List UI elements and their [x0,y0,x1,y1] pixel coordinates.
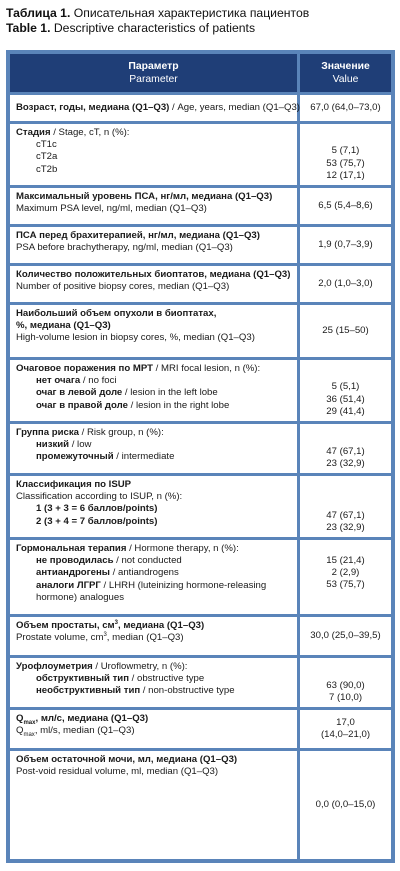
param-cell [10,360,297,421]
hormonal-item-label-ru: аналоги ЛГРГ [36,579,101,591]
isup-label-ru: Классификация по ISUP [16,479,132,490]
header-value [300,54,391,92]
header-value-ru: Значение [321,61,370,72]
table-row-psa-before [10,227,391,263]
mri-item-label-en: / lesion in the left lobe [122,387,218,399]
tumor-volume-label-ru: %, медиана (Q1–Q3) [16,320,111,332]
mri-item-label-ru: очаг в левой доле [36,387,123,399]
psa-before-label-en: PSA before brachytherapy, ng/ml, median (Q1–Q3) [16,242,233,254]
uroflow-item-label-en: / non-obstructive type [140,685,235,697]
hormonal-item-label-en: / antiandrogens [110,567,179,579]
tumor-volume-label-en: High-volume lesion in biopsy cores, %, median (Q1–Q3) [16,332,255,344]
psa-before-label-ru: ПСА перед брахитерапией, нг/мл, медиана (Q1–Q3) [16,230,260,241]
hormonal-item-label-ru: антиандрогены [36,567,110,579]
qmax-q: Q [16,713,24,724]
mri-item-value: 36 (51,4) [326,393,365,405]
caption-en [6,21,396,36]
mri-label-en: / MRI focal lesion, n (%): [153,363,261,374]
characteristics-table [6,50,395,863]
uroflow-item-label-ru: необструктивный тип [36,685,141,697]
qmax-sub: max [23,719,36,726]
table-row-age [10,95,391,121]
age-label-en: / Age, years, median (Q1–Q3) [169,101,300,113]
param-cell [10,658,297,707]
value-cell [300,227,391,263]
stage-item-value: 53 (75,7) [326,157,365,169]
param-cell [10,124,297,185]
value-cell [300,617,391,655]
risk-item-label-ru: низкий [36,439,70,451]
residual-label-en: Post-void residual volume, ml, median (Q1–Q3) [16,766,219,778]
risk-item-value: 47 (67,1) [326,445,365,457]
mri-item-label-en: / lesion in the right lobe [127,399,230,411]
prostate-label-en: , median (Q1–Q3) [106,632,184,644]
mri-item-value: 29 (41,4) [326,405,365,417]
mri-item-label-ru: нет очага [36,375,81,387]
table-row-qmax [10,710,391,748]
value-cell [300,424,391,473]
age-value: 67,0 (64,0–73,0) [310,101,381,113]
stage-label-en: / Stage, cT, n (%): [50,127,130,138]
risk-item-label-en: / intermediate [113,451,175,463]
mri-item-label-ru: очаг в правой доле [36,399,128,411]
table-header-row [10,54,391,92]
param-cell [10,617,297,655]
hormonal-item-label-en: / not conducted [113,555,182,567]
max-psa-label-en: Maximum PSA level, ng/ml, median (Q1–Q3) [16,203,207,215]
residual-value: 0,0 (0,0–15,0) [315,798,376,810]
param-cell [10,188,297,224]
prostate-label-ru: Объем простаты, см [16,620,115,631]
qmax-label-ru: , мл/с, медиана (Q1–Q3) [35,713,149,724]
param-cell [10,751,297,859]
table-row-positive-biopsies [10,266,391,302]
table-row-max-psa [10,188,391,224]
hormonal-item-label-en: hormone) analogues [36,591,125,603]
age-label-ru: Возраст, годы, медиана (Q1–Q3) [16,101,170,113]
risk-item-label-ru: промежуточный [36,451,114,463]
biopsies-label-ru: Количество положительных биоптатов, медиана (Q1–Q3) [16,269,291,280]
uroflow-label-ru: Урофлоуметрия [16,661,93,672]
value-cell [300,751,391,859]
stage-item-label: cT1c [36,139,57,151]
hormonal-label-en: / Hormone therapy, n (%): [126,543,239,554]
isup-item-label: 1 (3 + 3 = 6 баллов/points) [36,503,158,515]
isup-item-label: 2 (3 + 4 = 7 баллов/points) [36,515,158,527]
value-cell [300,540,391,614]
biopsies-value: 2,0 (1,0–3,0) [318,277,373,289]
caption-ru-text: Описательная характеристика пациентов [70,6,310,20]
biopsies-label-en: Number of positive biopsy cores, median (Q1–Q3) [16,281,230,293]
value-cell [300,658,391,707]
residual-label-ru: Объем остаточной мочи, мл, медиана (Q1–Q3) [16,754,238,765]
param-cell [10,266,297,302]
table-row-hormonal [10,540,391,614]
header-parameter [10,54,297,92]
stage-item-value: 12 (17,1) [326,169,365,181]
mri-item-value: 5 (5,1) [331,381,360,393]
caption-ru-label: Таблица 1. [6,6,71,20]
hormonal-item-value: 2 (2,9) [331,567,360,579]
stage-label-ru: Стадия [16,127,51,138]
table-row-tumor-volume [10,305,391,357]
table-row-uroflow [10,658,391,707]
qmax-value-range: (14,0–21,0) [320,729,371,740]
risk-label-ru: Группа риска [16,427,79,438]
prostate-value: 30,0 (25,0–39,5) [310,629,381,641]
table-caption [0,0,400,36]
caption-ru [6,6,396,21]
prostate-label-ru: , медиана (Q1–Q3) [117,620,205,631]
table-row-isup [10,476,391,537]
value-cell [300,124,391,185]
param-cell [10,710,297,748]
value-cell [300,710,391,748]
prostate-label-ru-sup: 3 [114,619,118,626]
param-cell [10,305,297,357]
param-cell [10,540,297,614]
param-cell [10,476,297,537]
param-cell [10,424,297,473]
isup-item-value: 23 (32,9) [326,521,365,533]
risk-label-en: / Risk group, n (%): [78,427,164,438]
header-value-en: Value [332,74,359,85]
qmax-value: 17,0 [336,716,355,728]
qmax-sub: max [23,732,35,739]
caption-en-label: Table 1. [6,21,51,35]
header-parameter-en: Parameter [129,74,178,85]
stage-item-label: cT2a [36,151,58,163]
caption-en-text: Descriptive characteristics of patients [50,21,256,35]
value-cell [300,266,391,302]
isup-label-en: Classification according to ISUP, n (%): [16,491,183,503]
table-row-residual [10,751,391,859]
max-psa-value: 6,5 (5,4–8,6) [318,199,373,211]
table-row-risk [10,424,391,473]
prostate-label-en-sup: 3 [103,632,107,639]
tumor-volume-label-ru: Наибольший объем опухоли в биоптатах, [16,308,217,319]
table-row-stage [10,124,391,185]
value-cell [300,360,391,421]
table-row-prostate-volume [10,617,391,655]
param-cell [10,95,300,121]
uroflow-item-label-en: / obstructive type [129,673,205,685]
hormonal-item-value: 15 (21,4) [326,555,365,566]
hormonal-item-label-en: / LHRH (luteinizing hormone-releasing [100,579,267,591]
uroflow-item-label-ru: обструктивный тип [36,673,130,685]
tumor-volume-value: 25 (15–50) [322,324,369,336]
param-cell [10,227,297,263]
hormonal-item-value: 53 (75,7) [326,579,365,591]
table-row-mri [10,360,391,421]
isup-item-value: 47 (67,1) [326,509,365,521]
max-psa-label-ru: Максимальный уровень ПСА, нг/мл, медиана (Q1–Q3) [16,191,273,202]
qmax-q: Q [16,725,24,737]
hormonal-label-ru: Гормональная терапия [16,543,127,554]
value-cell [300,305,391,357]
header-parameter-ru: Параметр [128,61,179,72]
uroflow-item-value: 63 (90,0) [326,679,365,691]
value-cell [300,95,391,121]
value-cell [300,188,391,224]
value-cell [300,476,391,537]
stage-item-label: cT2b [36,163,58,175]
stage-item-value: 5 (7,1) [331,145,360,157]
risk-item-label-en: / low [69,439,92,451]
risk-item-value: 23 (32,9) [326,457,365,469]
mri-item-label-en: / no foci [80,375,117,387]
prostate-label-en: Prostate volume, cm [16,632,104,644]
uroflow-item-value: 7 (10,0) [328,691,363,703]
uroflow-label-en: / Uroflowmetry, n (%): [92,661,188,672]
qmax-label-en: , ml/s, median (Q1–Q3) [34,725,135,737]
mri-label-ru: Очаговое поражения по МРТ [16,363,153,374]
hormonal-item-label-ru: не проводилась [36,555,114,567]
psa-before-value: 1,9 (0,7–3,9) [318,238,373,250]
